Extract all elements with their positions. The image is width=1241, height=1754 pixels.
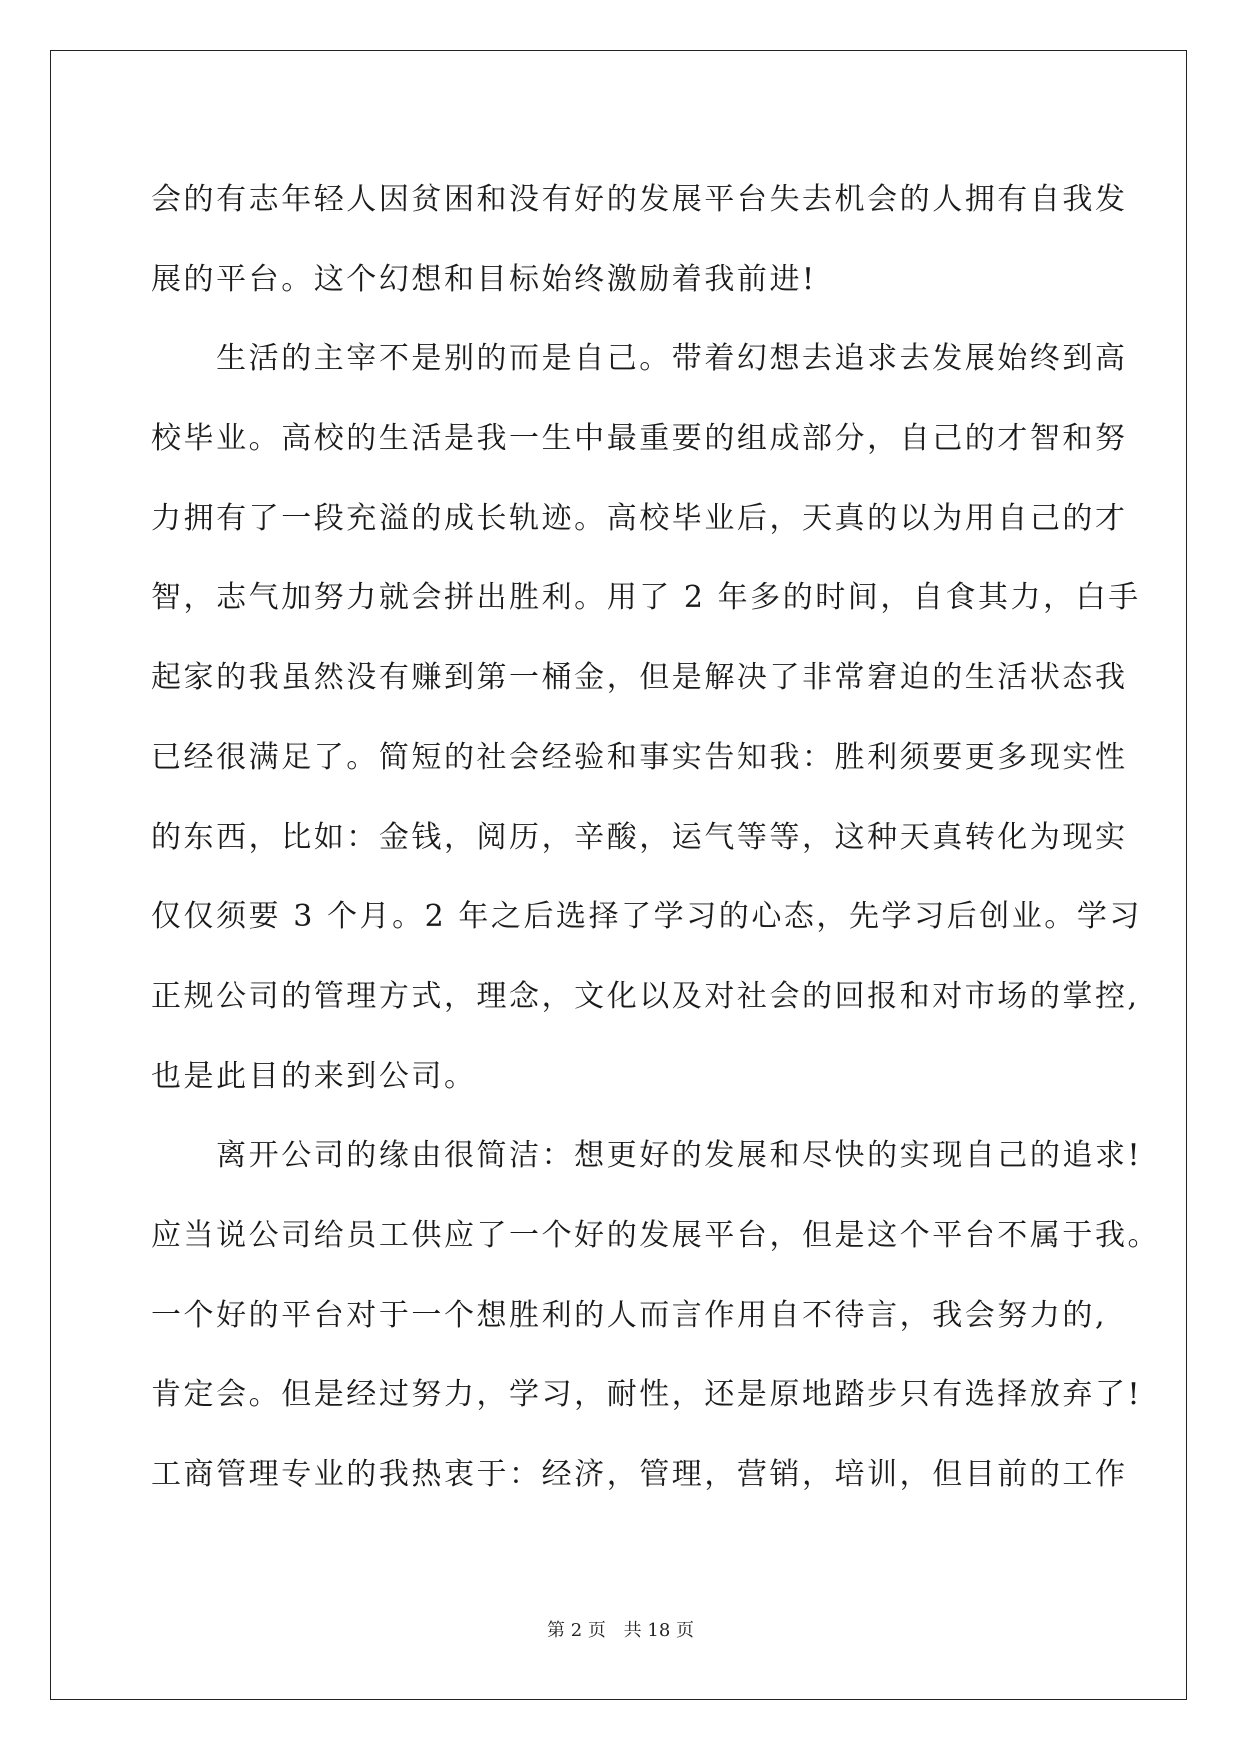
text-line: 展的平台。这个幻想和目标始终激励着我前进! [151,261,817,297]
page-number: 第 2 页 [547,1620,606,1641]
text-line: 肯定会。但是经过努力，学习，耐性，还是原地踏步只有选择放弃了! [151,1377,1143,1413]
text-line: 应当说公司给员工供应了一个好的发展平台，但是这个平台不属于我。 [151,1217,1161,1253]
text-line: 起家的我虽然没有赚到第一桶金，但是解决了非常窘迫的生活状态我 [151,660,1128,696]
text-line: 智，志气加努力就会拼出胜利。用了 2 年多的时间，自食其力，白手 [151,580,1141,616]
text-line: 一个好的平台对于一个想胜利的人而言作用自不待言，我会努力的, [151,1297,1108,1333]
text-line: 校毕业。高校的生活是我一生中最重要的组成部分，自己的才智和努 [151,421,1128,457]
text-line: 工商管理专业的我热衷于：经济，管理，营销，培训，但目前的工作 [151,1457,1128,1492]
page-total: 共 18 页 [623,1620,694,1641]
text-line: 已经很满足了。简短的社会经验和事实告知我：胜利须要更多现实性 [151,739,1128,775]
text-line: 的东西，比如：金钱，阅历，辛酸，运气等等，这种天真转化为现实 [151,819,1128,855]
text-line: 仅仅须要 3 个月。2 年之后选择了学习的心态，先学习后创业。学习 [151,899,1142,935]
document-body [151,160,1161,1515]
text-line: 会的有志年轻人因贫困和没有好的发展平台失去机会的人拥有自我发 [151,182,1128,217]
text-line: 生活的主宰不是别的而是自己。带着幻想去追求去发展始终到高 [151,341,1128,377]
text-line: 离开公司的缘由很简洁：想更好的发展和尽快的实现自己的追求! [151,1138,1143,1174]
text-line: 力拥有了一段充溢的成长轨迹。高校毕业后，天真的以为用自己的才 [151,500,1128,536]
text-line: 也是此目的来到公司。 [151,1058,477,1094]
page-footer [0,1616,1241,1642]
text-line: 正规公司的管理方式，理念，文化以及对社会的回报和对市场的掌控, [151,978,1140,1014]
